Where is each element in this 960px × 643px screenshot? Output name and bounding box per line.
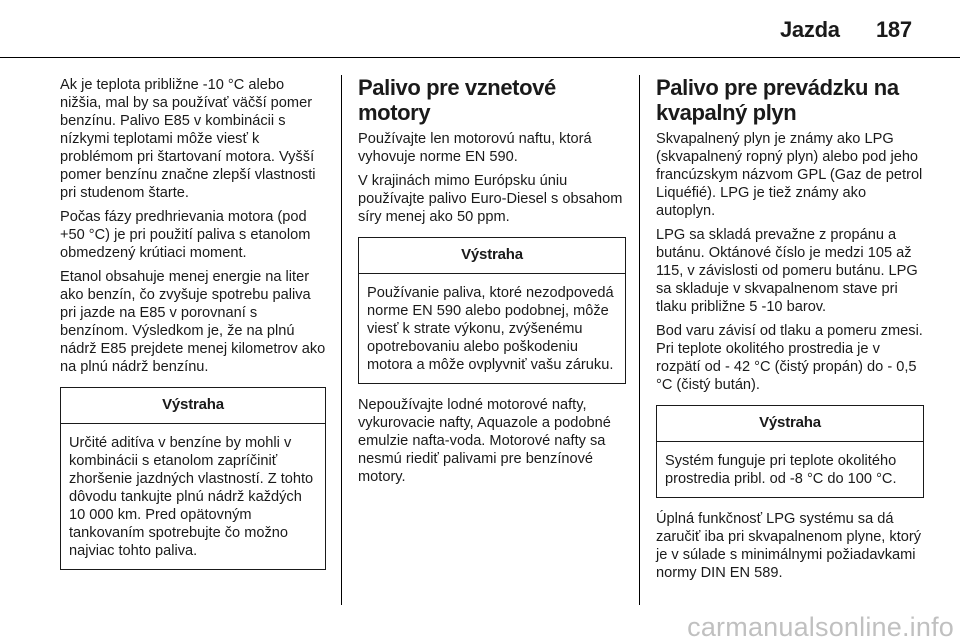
heading-diesel-fuel: Palivo pre vznetové motory	[358, 75, 556, 125]
warning-text: Používanie paliva, ktoré nezodpovedá norme EN 590 alebo podobnej, môže viesť k strate výkonu, zvýšenému opotrebovaniu alebo poškodeniu motora a môže ovplyvniť vašu záruku.	[367, 285, 614, 373]
paragraph-torque: Počas fázy predhrievania motora (pod +50 °C) je pri použití paliva s etanolom obmedzený krútiaci moment.	[60, 209, 311, 261]
page-number: 187	[876, 17, 912, 42]
column-2	[358, 76, 626, 492]
paragraph-marine-diesel: Nepoužívajte lodné motorové nafty, vykurovacie nafty, Aquazole a podobné emulzie nafta-voda. Motorové nafty sa nesmú riediť palivami pre benzínové motory.	[358, 397, 611, 485]
paragraph-cold-start: Ak je teplota približne -10 °C alebo nižšia, mal by sa používať väčší pomer benzínu. Palivo E85 v kombinácii s nízkymi teplotami môže viesť k problémom pri štartovaní motora. Vyšší pomer benzínu značne zlepší vlastnosti pri studenom štarte.	[60, 77, 316, 201]
paragraph-consumption: Etanol obsahuje menej energie na liter ako benzín, čo zvyšuje spotrebu paliva pri jazde na E85 v porovnaní s benzínom. Výsledkom je, že na plnú nádrž E85 prejdete menej kilometrov ako na plnú nádrž benzínu.	[60, 269, 326, 375]
column-3	[656, 76, 924, 588]
watermark: carmanualsonline.info	[687, 612, 954, 642]
paragraph-lpg-function: Úplná funkčnosť LPG systému sa dá zaručiť iba pri skvapalnenom plyne, ktorý je v súlade s minimálnymi požiadavkami normy DIN EN 589.	[656, 511, 922, 581]
warning-box-diesel	[358, 237, 626, 384]
section-title: Jazda	[780, 17, 840, 42]
warning-title: Výstraha	[657, 406, 923, 442]
warning-box-additives	[60, 387, 326, 570]
warning-text: Určité aditíva v benzíne by mohli v kombinácii s etanolom zapríčiniť zhoršenie jazdných vlastností. Z tohto dôvodu tankujte plnú nádrž každých 10 000 km. Pred opätovným tankovaním spotrebujte čo možno najviac tohto paliva.	[69, 435, 314, 559]
column-divider-2	[639, 75, 640, 605]
column-1	[60, 76, 326, 582]
paragraph-lpg-composition: LPG sa skladá prevažne z propánu a butánu. Oktánové číslo je medzi 105 až 115, v závislosti od pomeru butánu. LPG sa skladuje v skvapalnenom stave pri tlaku približne 5 -10 barov.	[656, 227, 918, 315]
page-header	[0, 0, 960, 58]
paragraph-lpg-boiling: Bod varu závisí od tlaku a pomeru zmesi. Pri teplote okolitého prostredia je v rozpätí od - 42 °C (čistý propán) do - 0,5 °C (čistý bután).	[656, 323, 923, 393]
warning-box-lpg	[656, 405, 924, 498]
paragraph-lpg-intro: Skvapalnený plyn je známy ako LPG (skvapalnený ropný plyn) alebo pod jeho francúzskym názvom GPL (Gaz de petrol Liquéfié). LPG je tiež známy ako autoplyn.	[656, 131, 923, 219]
paragraph-diesel-norm: Používajte len motorovú naftu, ktorá vyhovuje norme EN 590.	[358, 131, 592, 165]
warning-title: Výstraha	[359, 238, 625, 274]
header-rule	[0, 57, 960, 58]
column-divider-1	[341, 75, 342, 605]
heading-lpg-fuel: Palivo pre prevádzku na kvapalný plyn	[656, 75, 899, 125]
paragraph-euro-diesel: V krajinách mimo Európsku úniu používajte palivo Euro-Diesel s obsahom síry menej ako 50 ppm.	[358, 173, 623, 225]
warning-text: Systém funguje pri teplote okolitého prostredia pribl. od -8 °C do 100 °C.	[665, 453, 897, 487]
warning-title: Výstraha	[61, 388, 325, 424]
